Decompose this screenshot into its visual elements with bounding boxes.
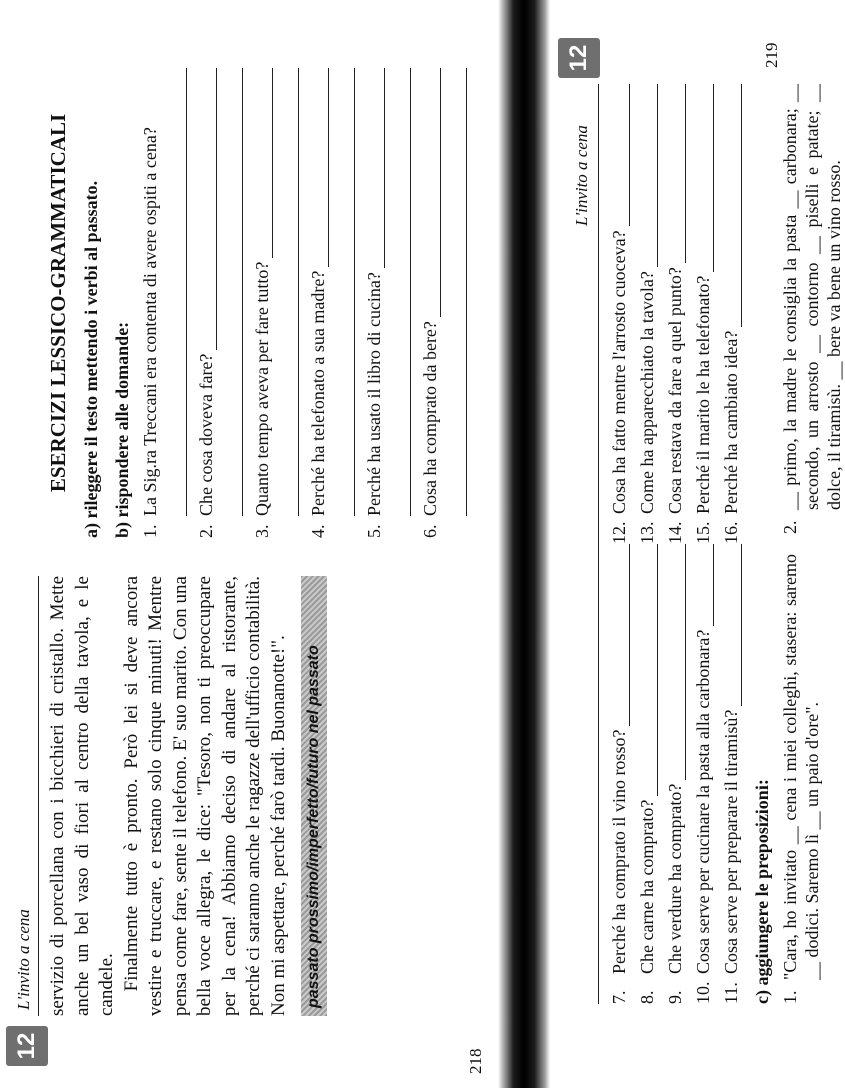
question-text: Perché il marito le ha telefonato?: [693, 275, 713, 514]
question-column-b: [608, 84, 748, 544]
question-text: Cosa serve per cucinare la pasta alla carbonara?: [693, 629, 713, 974]
answer-line[interactable]: [273, 68, 299, 516]
question-text: Che verdure ha comprato?: [665, 783, 685, 974]
question-text: Che carne ha comprato?: [637, 799, 657, 974]
answer-line[interactable]: [695, 84, 714, 272]
question-item: [195, 68, 243, 538]
question-text: Perché ha usato il libro di cucina?: [364, 272, 384, 516]
question-number: 2.: [196, 524, 216, 538]
question-number: 5.: [364, 524, 384, 538]
question-item: [419, 68, 467, 538]
answer-line[interactable]: [385, 68, 411, 516]
answer-line[interactable]: [161, 68, 187, 516]
question-number: 3.: [252, 524, 272, 538]
question-grid: [608, 84, 845, 1004]
answer-line[interactable]: [723, 84, 742, 327]
answer-line[interactable]: [441, 68, 467, 516]
question-number: 9.: [665, 990, 685, 1004]
page-number: 219: [762, 42, 781, 68]
question-text: Perché ha comprato il vino rosso?: [609, 729, 629, 974]
item-text: "Cara, ho invitato __ cena i miei colleghi, stasera: saremo __ dodici. Saremo lì __ un paio d'ore".: [780, 554, 822, 980]
running-head: L'invito a cena: [572, 125, 591, 226]
answer-line[interactable]: [611, 544, 630, 726]
question-column-a: [608, 544, 748, 1004]
item-text: __ primo, la madre le consiglia la pasta __ carbonara; __ secondo, un arrosto __ contorno __ piselli e patate; __ dolce, il tiramisù. __ bere va bene un vino rosso.: [780, 84, 844, 510]
answer-line[interactable]: [254, 68, 273, 258]
chapter-tab: 12: [558, 38, 600, 78]
question-item: [307, 68, 355, 538]
story-paragraph: Finalmente tutto è pronto. Però lei si deve ancora vestire e truccare, e restano solo cinque minuti! Mentre pensa come fare, sente il telefono. E' suo marito. Con una bella voce allegra, le dice: "Tesoro, non ti preoccupare per la cena! Abbiamo deciso di andare al ristorante, perché ci saranno anche le ragazze dell'ufficio contabilità. Non mi aspettare, perché farò tardi. Buonanotte!".: [120, 576, 289, 1016]
section-title: ESERCIZI LESSICO-GRAMMATICALI: [46, 113, 70, 493]
answer-line[interactable]: [329, 68, 355, 516]
preposition-list: [779, 84, 845, 1004]
question-number: 6.: [420, 524, 440, 538]
question-list: [139, 68, 467, 538]
instruction-b: b) rispondere alle domande:: [112, 321, 132, 538]
answer-line[interactable]: [667, 84, 686, 263]
instruction-a: a) rileggere il testo mettendo i verbi al passato.: [81, 180, 101, 538]
instruction-c: c) aggiungere le preposizioni:: [752, 779, 772, 1004]
question-text: Cosa restava da fare a quel punto?: [665, 267, 685, 514]
answer-line[interactable]: [310, 68, 329, 267]
question-number: 14.: [665, 521, 685, 544]
question-text: Quanto tempo aveva per fare tutto?: [252, 261, 272, 516]
head-rule: [38, 576, 39, 1016]
answer-line[interactable]: [217, 68, 243, 516]
preposition-item: [779, 554, 845, 1004]
chapter-tab: 12: [6, 1026, 48, 1066]
answer-line[interactable]: [366, 68, 385, 268]
item-number: 1.: [780, 990, 800, 1004]
head-rule: [598, 84, 599, 1004]
question-number: 10.: [693, 981, 713, 1004]
answer-line[interactable]: [422, 68, 441, 317]
question-text: Perché ha cambiato idea?: [721, 330, 741, 514]
question-text: Cosa serve per preparare il tiramisù?: [721, 709, 741, 974]
answer-line[interactable]: [723, 544, 742, 706]
answer-line[interactable]: [639, 84, 658, 267]
question-text: Come ha apparecchiato la tavola?: [637, 271, 657, 514]
answer-line[interactable]: [611, 84, 630, 226]
question-number: 15.: [693, 521, 713, 544]
question-text: La Sig.ra Treccani era contenta di avere ospiti a cena?: [140, 127, 160, 516]
answer-line[interactable]: [667, 544, 686, 780]
question-number: 8.: [637, 990, 657, 1004]
question-number: 1.: [140, 524, 160, 538]
book-gutter: [498, 0, 550, 1088]
question-text: Cosa ha fatto mentre l'arrosto cuoceva?: [609, 230, 629, 514]
question-number: 13.: [637, 521, 657, 544]
question-item: [363, 68, 411, 538]
question-number: 12.: [609, 521, 629, 544]
question-text: Perché ha telefonato a sua madre?: [308, 270, 328, 516]
question-item: [139, 68, 187, 538]
item-number: 2.: [780, 520, 800, 534]
question-number: 16.: [721, 521, 741, 544]
question-text: Che cosa doveva fare?: [196, 353, 216, 516]
continuation-text: servizio di porcellana con i bicchieri di cristallo. Mette anche un bel vaso di fiori al centro della tavola, e le candele.: [47, 576, 117, 1016]
question-number: 7.: [609, 990, 629, 1004]
reading-column: [46, 576, 327, 1016]
answer-line[interactable]: [695, 544, 714, 626]
page-number: 218: [466, 1048, 485, 1074]
question-number: 11.: [721, 982, 741, 1004]
preposition-item: [779, 84, 845, 534]
page-219-frame: [552, 0, 844, 1088]
running-head: L'invito a cena: [14, 909, 33, 1010]
question-number: 4.: [308, 524, 328, 538]
exercise-column: [46, 68, 467, 538]
question-grid-rows: [608, 84, 748, 1004]
question-text: Cosa ha comprato da bere?: [420, 321, 440, 516]
question-item: [251, 68, 299, 538]
grammar-banner: passato prossimo/imperfetto/futuro nel passato: [301, 576, 327, 1016]
answer-line[interactable]: [639, 544, 658, 796]
answer-line[interactable]: [198, 68, 217, 350]
